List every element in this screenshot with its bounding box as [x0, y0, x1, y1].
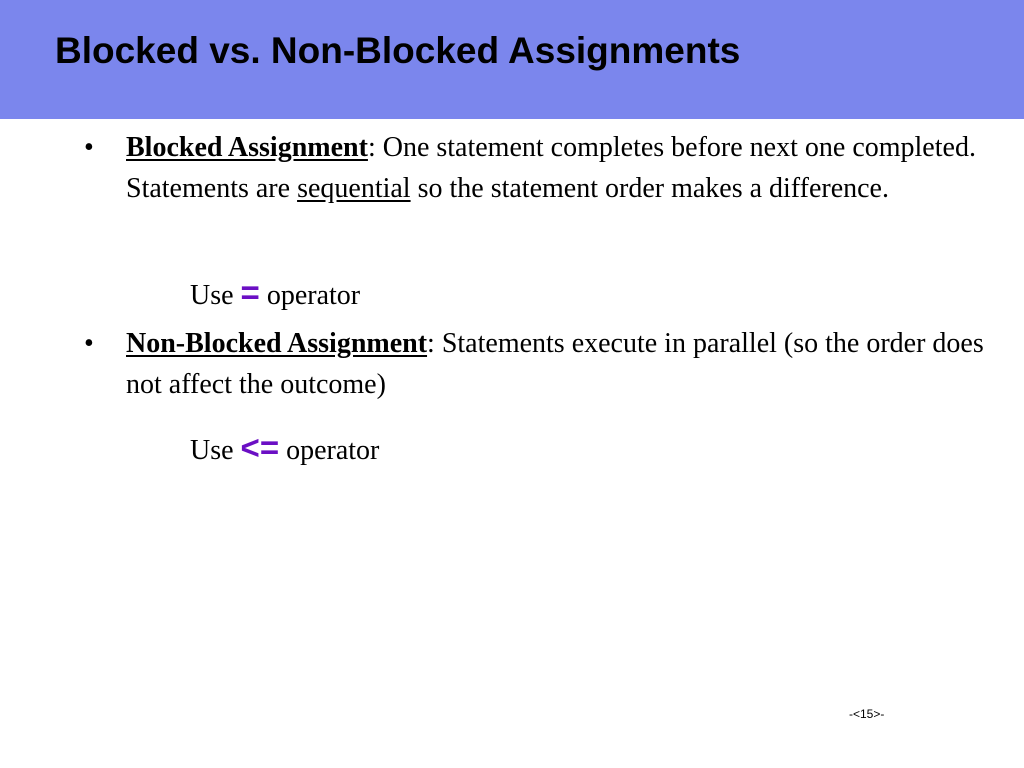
slide-title: Blocked vs. Non-Blocked Assignments [55, 30, 741, 71]
use-suffix: operator [279, 435, 380, 466]
operator-equals: = [240, 274, 260, 311]
use-prefix: Use [190, 435, 241, 466]
bullet-text-part: : One statement completes before next one completed. Statements are [126, 132, 976, 204]
title-bar [0, 0, 1024, 119]
bullet-non-blocked-assignment [84, 323, 984, 405]
use-line-non-blocked [190, 427, 379, 471]
page-number: -<15>- [849, 707, 885, 721]
bullet-marker: • [84, 328, 94, 359]
underlined-word-sequential: sequential [297, 173, 411, 204]
use-suffix: operator [259, 280, 361, 311]
bullet-text [126, 323, 984, 405]
use-prefix: Use [190, 280, 241, 311]
use-line-blocked [190, 272, 360, 316]
bullet-marker: • [84, 132, 94, 163]
term-blocked-assignment: Blocked Assignment [126, 132, 368, 163]
operator-less-equals: <= [240, 429, 280, 466]
bullet-text [126, 127, 984, 209]
bullet-blocked-assignment [84, 127, 984, 209]
bullet-text-part: : Statements execute in parallel (so the order does not affect the outcome) [126, 328, 984, 400]
term-non-blocked-assignment: Non-Blocked Assignment [126, 328, 428, 359]
bullet-text-part: so the statement order makes a difference. [410, 173, 889, 204]
